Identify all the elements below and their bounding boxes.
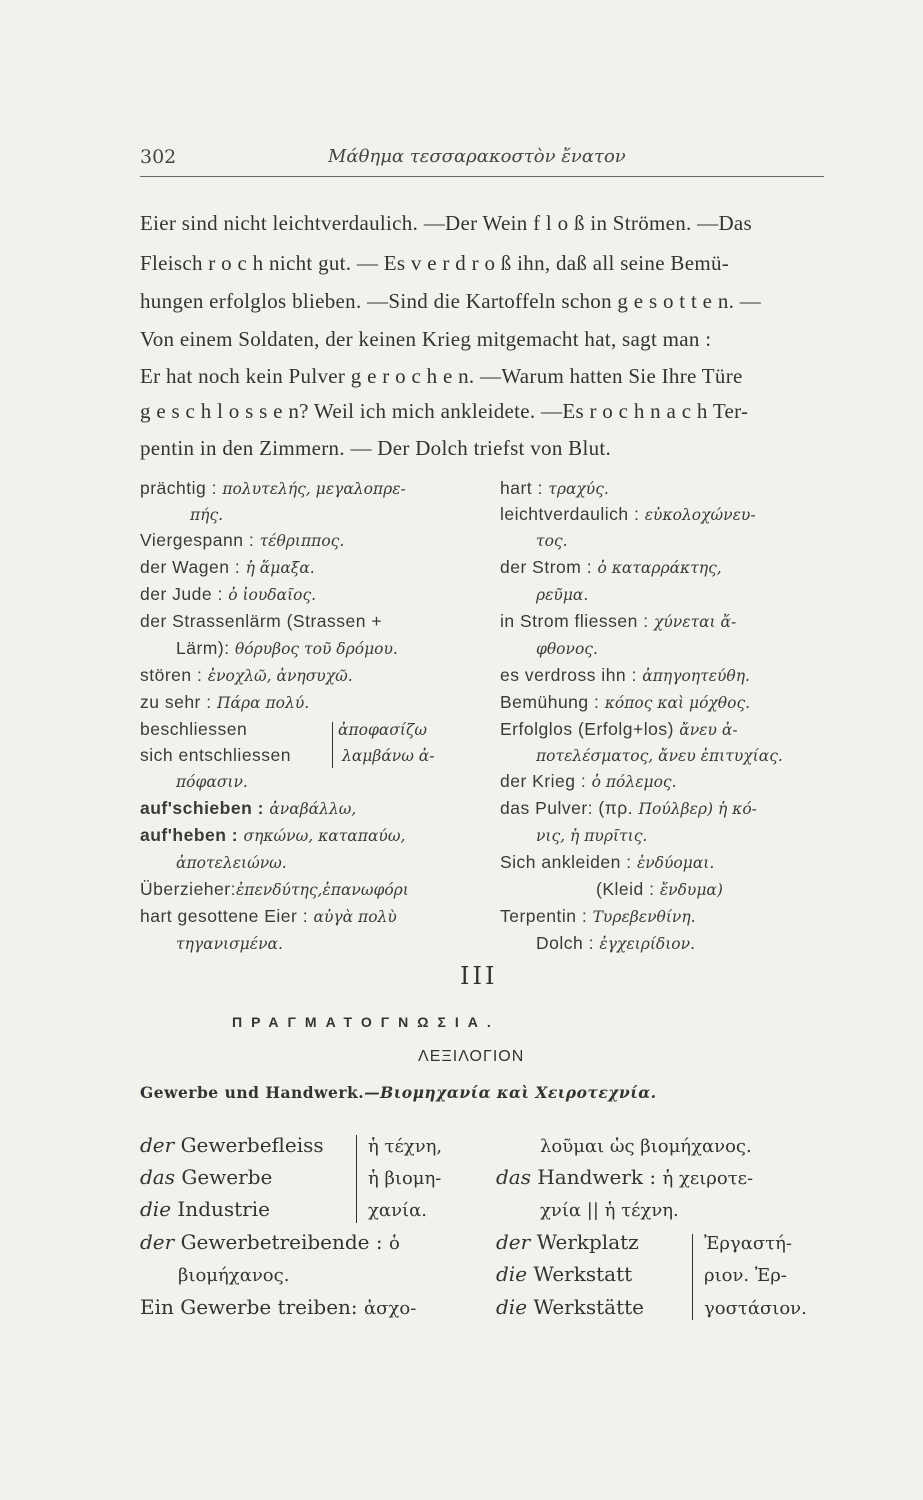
vocab-left-1: πής. xyxy=(190,506,224,524)
vocab-left-0: prächtig : πολυτελής, μεγαλοπρε- xyxy=(140,478,406,498)
vocab-right-5: in Strom fliessen : χύνεται ἄ- xyxy=(500,611,737,631)
vocab-brace xyxy=(332,722,333,768)
vocab-right-16: Terpentin : Τυρεβενθίνη. xyxy=(500,906,696,926)
vocab-left-11: πόφασιν. xyxy=(176,773,248,791)
vocab-right-11: der Krieg : ὁ πόλεμος. xyxy=(500,771,677,791)
vocab-left-3: der Wagen : ἡ ἅμαξα. xyxy=(140,557,315,577)
vocab-right-17: Dolch : ἐγχειρίδιον. xyxy=(536,933,695,953)
lexicon-right-3-gr: Ἐργαστή- xyxy=(704,1233,792,1254)
section-number: III xyxy=(460,962,498,990)
vocab-right-7: es verdross ihn : ἀπηγοητεύθη. xyxy=(500,665,750,685)
vocab-left-9: beschliessen xyxy=(140,719,248,739)
vocab-left-17: τηγανισμένα. xyxy=(176,935,283,953)
lexicon-brace-right xyxy=(692,1234,693,1320)
vocab-right-8: Bemühung : κόπος καὶ μόχθος. xyxy=(500,692,751,712)
vocab-right-2: τος. xyxy=(536,532,568,550)
german-line-7: pentin in den Zimmern. — Der Dolch triefst von Blut. xyxy=(140,436,612,460)
german-line-4: Von einem Soldaten, der keinen Krieg mitgemacht hat, sagt man : xyxy=(140,327,712,351)
german-line-3: hungen erfolglos blieben. —Sind die Kartoffeln schon g e s o t t e n. — xyxy=(140,289,762,313)
lexicon-left-2-gr: χανία. xyxy=(368,1200,427,1221)
vocab-left-7: stören : ἐνοχλῶ, ἀνησυχῶ. xyxy=(140,665,353,685)
vocab-left-10: sich entschliessen xyxy=(140,745,292,765)
vocab-left-2: Viergespann : τέθριππος. xyxy=(140,530,345,550)
lexicon-left-1: das Gewerbe xyxy=(140,1165,273,1189)
vocab-right-4: ρεῦμα. xyxy=(536,586,589,604)
lexicon-left-1-gr: ἡ βιομη- xyxy=(368,1168,442,1189)
vocab-right-9: Erfolglos (Erfolg+los) ἄνευ ἀ- xyxy=(500,719,738,739)
lexicon-right-1: das Handwerk : ἡ χειροτε- xyxy=(496,1165,754,1189)
vocab-left-5: der Strassenlärm (Strassen + xyxy=(140,611,383,631)
german-line-5: Er hat noch kein Pulver g e r o c h e n. —Warum hatten Sie Ihre Türe xyxy=(140,364,743,388)
page-number: 302 xyxy=(140,146,177,168)
lexicon-right-4: die Werkstatt xyxy=(496,1262,633,1286)
vocab-left-6: Lärm): θόρυβος τοῦ δρόμου. xyxy=(176,638,398,658)
vocab-left-9-gr: ἀποφασίζω xyxy=(338,721,428,739)
lexicon-left-0-gr: ἡ τέχνη, xyxy=(368,1136,443,1157)
lexicon-right-0: λοῦμαι ὡς βιομήχανος. xyxy=(540,1136,752,1157)
vocab-left-12: auf'schieben : ἀναβάλλω, xyxy=(140,798,357,818)
lexicon-right-4-gr: ριον. Ἐρ- xyxy=(704,1265,787,1286)
lexicon-left-0: der Gewerbefleiss xyxy=(140,1133,324,1157)
lexicon-right-5: die Werkstätte xyxy=(496,1295,644,1319)
german-line-6: g e s c h l o s s e n? Weil ich mich ankleidete. —Es r o c h n a c h Ter- xyxy=(140,399,749,423)
vocab-right-10: ποτελέσματος, ἄνευ ἐπιτυχίας. xyxy=(536,747,783,765)
lexicon-right-3: der Werkplatz xyxy=(496,1230,639,1254)
lexicon-right-2: χνία || ἡ τέχνη. xyxy=(540,1200,679,1221)
vocab-left-16: hart gesottene Eier : αὐγὰ πολὺ xyxy=(140,906,397,926)
vocab-left-10-gr: λαμβάνω ἀ- xyxy=(342,747,435,765)
section-heading: ΠΡΑΓΜΑΤΟΓΝΩΣΙΑ. xyxy=(232,1014,500,1030)
lexicon-left-5: Ein Gewerbe treiben: ἀσχο- xyxy=(140,1295,417,1319)
lexicon-left-4: βιομήχανος. xyxy=(178,1265,290,1286)
vocab-left-14: ἀποτελειώνω. xyxy=(176,854,287,872)
lexicon-left-2: die Industrie xyxy=(140,1197,270,1221)
vocab-right-1: leichtverdaulich : εὐκολοχώνευ- xyxy=(500,504,756,524)
german-line-2: Fleisch r o c h nicht gut. — Es v e r d r o ß ihn, daß all seine Bemü- xyxy=(140,251,730,275)
vocab-right-13: νις, ἡ πυρῖτις. xyxy=(536,827,648,845)
section-topic: Gewerbe und Handwerk.—Βιομηχανία καὶ Χειροτεχνία. xyxy=(140,1083,657,1102)
german-line-1: Eier sind nicht leichtverdaulich. —Der Wein f l o ß in Strömen. —Das xyxy=(140,211,753,235)
vocab-right-0: hart : τραχύς. xyxy=(500,478,609,498)
running-title: Μάθημα τεσσαρακοστὸν ἔνατον xyxy=(328,146,626,167)
vocab-right-6: φθονος. xyxy=(536,640,598,658)
vocab-right-12: das Pulver: (πρ. Πούλβερ) ἡ κό- xyxy=(500,798,757,818)
header-rule xyxy=(140,176,824,177)
section-subheading: ΛΕΞΙΛΟΓΙΟΝ xyxy=(418,1048,525,1065)
vocab-left-4: der Jude : ὁ ἰουδαῖος. xyxy=(140,584,317,604)
vocab-left-13: auf'heben : σηκώνω, καταπαύω, xyxy=(140,825,406,845)
vocab-right-3: der Strom : ὁ καταρράκτης, xyxy=(500,557,722,577)
vocab-left-8: zu sehr : Πάρα πολύ. xyxy=(140,692,310,712)
lexicon-left-3: der Gewerbetreibende : ὁ xyxy=(140,1230,400,1254)
vocab-left-15: Überzieher:ἐπενδύτης,ἐπανωφόρι xyxy=(140,879,409,899)
lexicon-right-5-gr: γοστάσιον. xyxy=(704,1298,807,1319)
lexicon-brace-left xyxy=(356,1135,357,1223)
vocab-right-14: Sich ankleiden : ἐνδύομαι. xyxy=(500,852,715,872)
vocab-right-15: (Kleid : ἔνδυμα) xyxy=(596,879,723,899)
